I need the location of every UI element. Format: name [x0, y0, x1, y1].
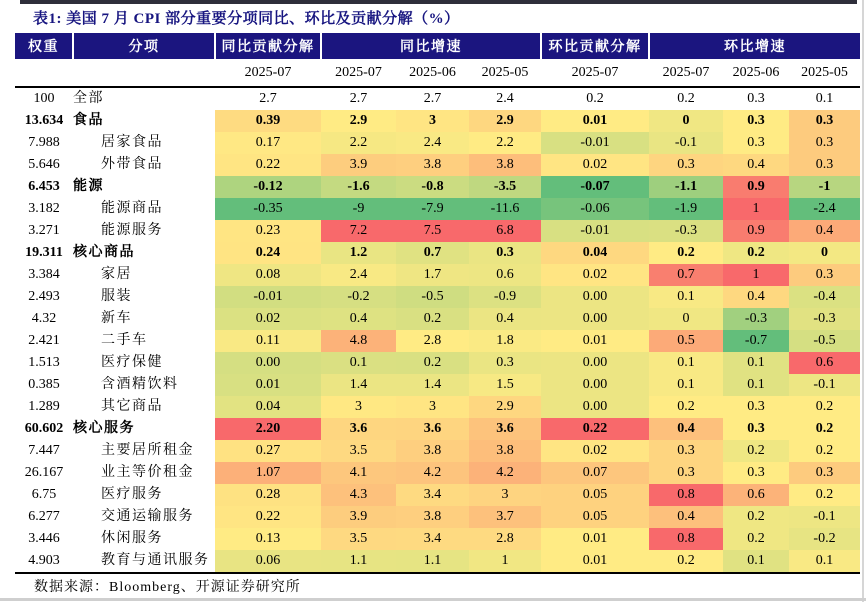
- table-row: [15, 484, 860, 506]
- value-cell: 3.6: [469, 418, 541, 440]
- value-cell: 6.8: [469, 220, 541, 242]
- date-header-3: 2025-05: [469, 59, 541, 87]
- table-row: [15, 352, 860, 374]
- value-cell: 0.3: [649, 462, 723, 484]
- value-cell: -0.06: [541, 198, 649, 220]
- value-cell: -0.9: [469, 286, 541, 308]
- value-cell: 2.4: [396, 132, 469, 154]
- value-cell: 1.1: [396, 550, 469, 573]
- value-cell: 0.39: [215, 110, 321, 132]
- value-cell: 0.4: [723, 154, 789, 176]
- value-cell: 0.00: [541, 308, 649, 330]
- value-cell: 0.00: [541, 352, 649, 374]
- value-cell: -0.1: [789, 374, 860, 396]
- table-row: [15, 110, 860, 132]
- table-row: [15, 242, 860, 264]
- value-cell: 0.23: [215, 220, 321, 242]
- header-group-5: 环比增速: [649, 33, 860, 59]
- value-cell: 0.17: [215, 132, 321, 154]
- weight-cell: 3.271: [28, 223, 60, 238]
- value-cell: 0.8: [649, 528, 723, 550]
- value-cell: 0.8: [649, 484, 723, 506]
- value-cell: 0.6: [723, 484, 789, 506]
- table-row: [15, 528, 860, 550]
- category-cell: 能源商品: [101, 201, 163, 216]
- value-cell: 3: [396, 110, 469, 132]
- weight-cell: 5.646: [28, 157, 60, 172]
- value-cell: -0.01: [541, 220, 649, 242]
- value-cell: -9: [321, 198, 396, 220]
- value-cell: 3.8: [396, 506, 469, 528]
- value-cell: 3.5: [321, 440, 396, 462]
- value-cell: 2.2: [321, 132, 396, 154]
- value-cell: 0.24: [215, 242, 321, 264]
- value-cell: 0.4: [649, 506, 723, 528]
- value-cell: 0.2: [649, 550, 723, 573]
- value-cell: 0.3: [789, 154, 860, 176]
- header-group-4: 环比贡献分解: [541, 33, 649, 59]
- value-cell: 1.7: [396, 264, 469, 286]
- table-row: [15, 286, 860, 308]
- value-cell: 0.01: [541, 528, 649, 550]
- weight-cell: 26.167: [24, 465, 64, 480]
- value-cell: 0.3: [747, 91, 765, 106]
- value-cell: 0.01: [215, 374, 321, 396]
- value-cell: 1.4: [396, 374, 469, 396]
- value-cell: 0.01: [541, 330, 649, 352]
- weight-cell: 4.903: [15, 550, 73, 573]
- date-header-blank: [73, 59, 215, 87]
- value-cell: -11.6: [469, 198, 541, 220]
- value-cell: 0.1: [649, 374, 723, 396]
- value-cell: 3.6: [321, 418, 396, 440]
- value-cell: 0.2: [396, 308, 469, 330]
- table-row: [15, 132, 860, 154]
- value-cell: 2.4: [321, 264, 396, 286]
- source-note: 数据来源：Bloomberg、开源证券研究所: [34, 580, 301, 595]
- value-cell: 0.4: [321, 308, 396, 330]
- table-row: [15, 396, 860, 418]
- value-cell: -1.1: [649, 176, 723, 198]
- value-cell: 0.1: [649, 352, 723, 374]
- value-cell: 0.3: [789, 462, 860, 484]
- value-cell: -0.3: [723, 308, 789, 330]
- value-cell: 2.9: [321, 110, 396, 132]
- table-row: [15, 418, 860, 440]
- value-cell: -0.5: [789, 330, 860, 352]
- weight-cell: 2.421: [28, 333, 60, 348]
- table-row: [15, 330, 860, 352]
- value-cell: 2.9: [469, 396, 541, 418]
- value-cell: 0.3: [469, 352, 541, 374]
- value-cell: 3.8: [396, 440, 469, 462]
- category-cell: 业主等价租金: [101, 465, 194, 480]
- header-group-0: 权重: [15, 33, 73, 59]
- value-cell: 1.07: [215, 462, 321, 484]
- weight-cell: 100: [33, 91, 55, 106]
- category-cell: 食品: [73, 113, 104, 128]
- value-cell: 0.2: [789, 440, 860, 462]
- date-header-blank: [15, 59, 73, 87]
- category-cell: 能源: [73, 179, 104, 194]
- value-cell: 0.2: [789, 484, 860, 506]
- weight-cell: 1.289: [28, 399, 60, 414]
- value-cell: 3.5: [321, 528, 396, 550]
- value-cell: 0.4: [789, 220, 860, 242]
- category-cell: 全部: [73, 91, 104, 106]
- date-header-6: 2025-06: [723, 59, 789, 87]
- value-cell: 0.06: [215, 550, 321, 573]
- value-cell: 0.3: [789, 110, 860, 132]
- value-cell: 0.22: [215, 154, 321, 176]
- weight-cell: 3.446: [28, 531, 60, 546]
- value-cell: 0.1: [723, 374, 789, 396]
- weight-cell: 1.513: [28, 355, 60, 370]
- value-cell: 0.04: [541, 242, 649, 264]
- value-cell: 0: [649, 110, 723, 132]
- table-row: [15, 374, 860, 396]
- value-cell: -0.3: [789, 308, 860, 330]
- value-cell: 2.9: [469, 110, 541, 132]
- category-cell: 核心服务: [73, 421, 135, 436]
- date-header-1: 2025-07: [321, 59, 396, 87]
- value-cell: 3: [469, 484, 541, 506]
- value-cell: 0.22: [541, 418, 649, 440]
- value-cell: 0.2: [723, 528, 789, 550]
- weight-cell: 3.384: [28, 267, 60, 282]
- table-header: [15, 33, 860, 87]
- value-cell: 0.2: [723, 506, 789, 528]
- table-row: [15, 462, 860, 484]
- value-cell: -1: [789, 176, 860, 198]
- page-edge-right: [862, 0, 864, 602]
- header-group-3: 同比增速: [321, 33, 541, 59]
- table-row: [15, 176, 860, 198]
- value-cell: 1.1: [321, 550, 396, 573]
- weight-cell: 2.493: [28, 289, 60, 304]
- value-cell: 2.4: [496, 91, 514, 106]
- value-cell: -0.07: [541, 176, 649, 198]
- weight-cell: 7.988: [28, 135, 60, 150]
- value-cell: -0.4: [789, 286, 860, 308]
- value-cell: -0.1: [789, 506, 860, 528]
- category-cell: 家居: [101, 267, 132, 282]
- weight-cell: 6.277: [28, 509, 60, 524]
- header-group-1: 分项: [73, 33, 215, 59]
- value-cell: 0.2: [723, 242, 789, 264]
- value-cell: 3.7: [469, 506, 541, 528]
- value-cell: 1: [469, 550, 541, 573]
- value-cell: 0.3: [789, 264, 860, 286]
- value-cell: 0.2: [789, 396, 860, 418]
- category-cell: 服装: [101, 289, 132, 304]
- value-cell: 4.2: [396, 462, 469, 484]
- date-header-4: 2025-07: [541, 59, 649, 87]
- value-cell: 0: [649, 308, 723, 330]
- value-cell: 0.1: [789, 550, 860, 573]
- value-cell: 0.02: [215, 308, 321, 330]
- value-cell: 0.22: [215, 506, 321, 528]
- value-cell: 0.11: [215, 330, 321, 352]
- cpi-heatmap-table: [15, 33, 860, 574]
- category-cell: 新车: [101, 311, 132, 326]
- value-cell: 2.8: [396, 330, 469, 352]
- category-cell: 外带食品: [101, 157, 163, 172]
- value-cell: 0.6: [469, 264, 541, 286]
- category-cell: 二手车: [101, 333, 148, 348]
- value-cell: 3.8: [469, 154, 541, 176]
- value-cell: 2.20: [215, 418, 321, 440]
- value-cell: -0.35: [215, 198, 321, 220]
- value-cell: 0.3: [469, 242, 541, 264]
- value-cell: 0.2: [723, 440, 789, 462]
- value-cell: 3: [396, 396, 469, 418]
- value-cell: 0.3: [723, 110, 789, 132]
- weight-cell: 60.602: [24, 421, 64, 436]
- value-cell: -0.3: [649, 220, 723, 242]
- value-cell: 7.2: [321, 220, 396, 242]
- category-cell: 含酒精饮料: [101, 377, 179, 392]
- value-cell: 4.1: [321, 462, 396, 484]
- value-cell: 0.3: [649, 154, 723, 176]
- value-cell: 0.02: [541, 440, 649, 462]
- value-cell: -1.9: [649, 198, 723, 220]
- value-cell: 0.3: [649, 440, 723, 462]
- value-cell: 3.9: [321, 506, 396, 528]
- value-cell: 0.2: [396, 352, 469, 374]
- table-row: [15, 264, 860, 286]
- value-cell: 3.6: [396, 418, 469, 440]
- value-cell: 0.01: [541, 110, 649, 132]
- weight-cell: 13.634: [24, 113, 64, 128]
- value-cell: 0.02: [541, 154, 649, 176]
- value-cell: -0.01: [541, 132, 649, 154]
- weight-cell: 3.182: [28, 201, 60, 216]
- category-cell: 核心商品: [73, 245, 135, 260]
- value-cell: -1.6: [321, 176, 396, 198]
- value-cell: 2.7: [423, 91, 442, 106]
- category-cell: 医疗保健: [101, 355, 163, 370]
- value-cell: 3.4: [396, 484, 469, 506]
- value-cell: -0.2: [789, 528, 860, 550]
- table-row: [15, 308, 860, 330]
- value-cell: 0.5: [649, 330, 723, 352]
- value-cell: 1.5: [469, 374, 541, 396]
- category-cell: 能源服务: [101, 223, 163, 238]
- value-cell: 0.00: [541, 374, 649, 396]
- value-cell: 2.2: [469, 132, 541, 154]
- table-row: [15, 154, 860, 176]
- value-cell: 1: [723, 264, 789, 286]
- category-cell: 主要居所租金: [101, 443, 194, 458]
- category-cell: 交通运输服务: [101, 509, 194, 524]
- date-header-0: 2025-07: [215, 59, 321, 87]
- value-cell: 0.4: [723, 286, 789, 308]
- value-cell: 1: [723, 198, 789, 220]
- value-cell: 0.05: [541, 484, 649, 506]
- value-cell: 2.7: [259, 91, 277, 106]
- value-cell: -0.5: [396, 286, 469, 308]
- category-cell: 教育与通讯服务: [73, 550, 215, 573]
- value-cell: 0.27: [215, 440, 321, 462]
- value-cell: 0.9: [723, 220, 789, 242]
- weight-cell: 0.385: [28, 377, 60, 392]
- value-cell: 0.7: [396, 242, 469, 264]
- header-group-2: 同比贡献分解: [215, 33, 321, 59]
- category-cell: 医疗服务: [101, 487, 163, 502]
- table-row: [15, 220, 860, 242]
- value-cell: 0.08: [215, 264, 321, 286]
- date-header-2: 2025-06: [396, 59, 469, 87]
- value-cell: 0.2: [789, 418, 860, 440]
- value-cell: 4.8: [321, 330, 396, 352]
- value-cell: 0.00: [215, 352, 321, 374]
- value-cell: 4.3: [321, 484, 396, 506]
- value-cell: 0.3: [723, 418, 789, 440]
- table-row: [15, 87, 860, 110]
- value-cell: 0.01: [541, 550, 649, 573]
- value-cell: 7.5: [396, 220, 469, 242]
- value-cell: 2.7: [349, 91, 368, 106]
- weight-cell: 7.447: [28, 443, 60, 458]
- value-cell: 2.8: [469, 528, 541, 550]
- value-cell: 0.1: [723, 550, 789, 573]
- table-row: [15, 550, 860, 573]
- value-cell: 0.1: [723, 352, 789, 374]
- value-cell: -0.01: [215, 286, 321, 308]
- value-cell: 0.00: [541, 286, 649, 308]
- value-cell: 0.9: [723, 176, 789, 198]
- value-cell: -7.9: [396, 198, 469, 220]
- value-cell: 3.8: [396, 154, 469, 176]
- value-cell: 0.6: [789, 352, 860, 374]
- value-cell: 0.2: [586, 91, 604, 106]
- table-body: [15, 87, 860, 573]
- value-cell: 0.7: [649, 264, 723, 286]
- value-cell: -3.5: [469, 176, 541, 198]
- value-cell: 0.28: [215, 484, 321, 506]
- category-cell: 休闲服务: [101, 531, 163, 546]
- weight-cell: 19.311: [25, 245, 63, 260]
- table-row: [15, 440, 860, 462]
- value-cell: 1.8: [469, 330, 541, 352]
- value-cell: 0.2: [649, 396, 723, 418]
- value-cell: 0.4: [469, 308, 541, 330]
- value-cell: 0.3: [723, 132, 789, 154]
- value-cell: 0.2: [677, 91, 695, 106]
- weight-cell: 6.453: [28, 179, 60, 194]
- value-cell: 4.2: [469, 462, 541, 484]
- value-cell: 1.2: [321, 242, 396, 264]
- value-cell: 1.4: [321, 374, 396, 396]
- weight-cell: 6.75: [31, 487, 57, 502]
- table-title: 表1: 美国 7 月 CPI 部分重要分项同比、环比及贡献分解（%）: [33, 11, 460, 27]
- value-cell: 3.9: [321, 154, 396, 176]
- value-cell: 0.3: [789, 132, 860, 154]
- value-cell: 0.3: [723, 462, 789, 484]
- value-cell: -0.1: [649, 132, 723, 154]
- value-cell: 0.07: [541, 462, 649, 484]
- value-cell: -0.2: [321, 286, 396, 308]
- value-cell: 0.4: [649, 418, 723, 440]
- date-header-7: 2025-05: [789, 59, 860, 87]
- value-cell: 3: [321, 396, 396, 418]
- value-cell: 0: [789, 242, 860, 264]
- value-cell: 3.8: [469, 440, 541, 462]
- weight-cell: 4.32: [31, 311, 57, 326]
- value-cell: 0.3: [723, 396, 789, 418]
- value-cell: 0.13: [215, 528, 321, 550]
- value-cell: -0.8: [396, 176, 469, 198]
- table-row: [15, 506, 860, 528]
- table-row: [15, 198, 860, 220]
- value-cell: 0.02: [541, 264, 649, 286]
- category-cell: 其它商品: [101, 399, 163, 414]
- value-cell: 0.1: [649, 286, 723, 308]
- value-cell: 0.05: [541, 506, 649, 528]
- page-edge-bottom: [0, 598, 866, 601]
- value-cell: 3.4: [396, 528, 469, 550]
- top-divider-line: [20, 0, 857, 4]
- value-cell: -0.12: [215, 176, 321, 198]
- value-cell: 0.1: [321, 352, 396, 374]
- category-cell: 居家食品: [101, 135, 163, 150]
- value-cell: 0.04: [215, 396, 321, 418]
- value-cell: -0.7: [723, 330, 789, 352]
- value-cell: 0.2: [649, 242, 723, 264]
- value-cell: -2.4: [789, 198, 860, 220]
- date-header-5: 2025-07: [649, 59, 723, 87]
- value-cell: 0.00: [541, 396, 649, 418]
- value-cell: 0.1: [815, 91, 834, 106]
